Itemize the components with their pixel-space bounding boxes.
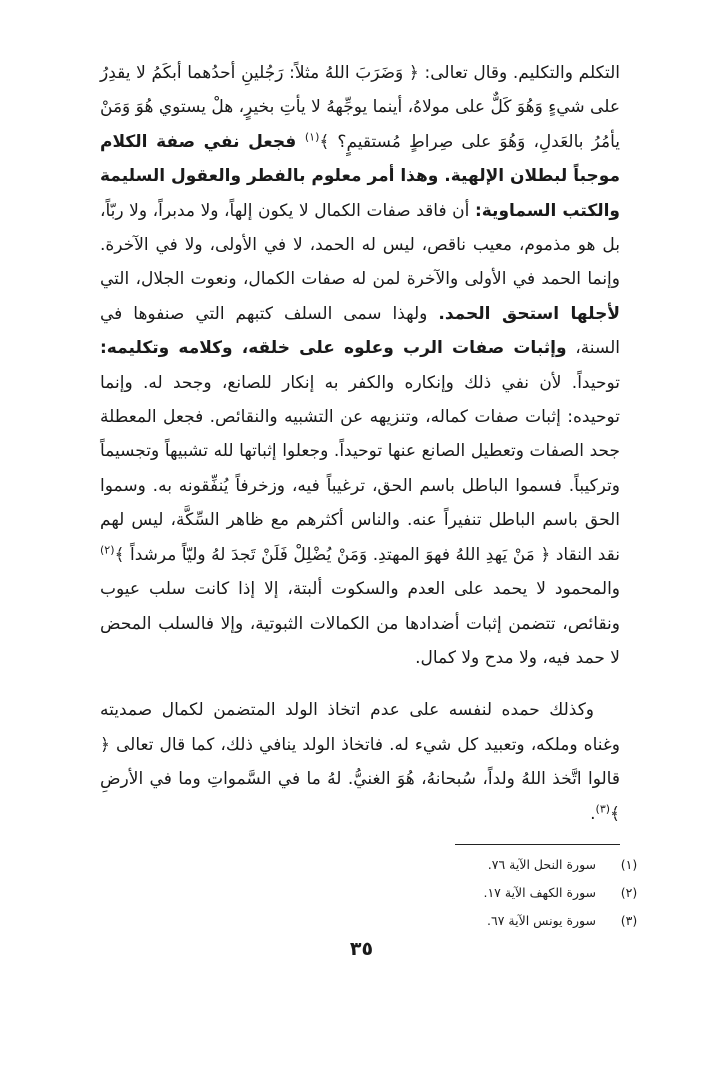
footnote-text: سورة يونس الآية ٦٧.: [487, 913, 596, 928]
bold-phrase: وإثبات صفات الرب وعلوه على خلقه، وكلامه وتكليمه:: [100, 338, 567, 359]
text-segment: وكذلك حمده لنفسه على عدم اتخاذ الولد المتضمن لكمال صمديته وغناه وملكه، وتعبيد كل شيء له. فاتخاذ الولد ينافي ذلك، كما قال تعالى ﴿ قالوا اتَّخذ اللهُ ولداً، سُبحانهُ، هُوَ الغنيُّ. لهُ ما في السَّمواتِ وما في الأرضِ ﴾: [100, 700, 620, 824]
footnote-text: سورة الكهف الآية ١٧.: [483, 885, 596, 900]
paragraph-2: [100, 693, 620, 831]
text-segment: .: [590, 803, 596, 824]
text-segment: توحيداً. لأن نفي ذلك وإنكاره والكفر به إنكار للصانع، وجحد له. وإنما توحيده: إثبات صفات كماله، وتنزيهه عن التشبيه والنقائص. فجعل المعطلة جحد الصفات وتعطيل الصانع عنها توحيداً. وجعلوا إثباتها لله تشبيهاً وتجسيماً وتركيباً. فسموا الباطل باسم الحق، ترغيباً فيه، وزخرفاً يُنفِّقونه به. وسموا الحق باسم الباطل تنفيراً عنه. والناس أكثرهم مع ظاهر السِّكَّة، ليس لهم نقد النقاد ﴿ مَنْ يَهدِ اللهُ فهوَ المهتدِ. وَمَنْ يُضْلِلْ فَلَنْ تَجدَ لهُ وليّاً مرشداً ﴾: [100, 372, 620, 565]
text-segment: ولهذا سمى السلف كتبهم التي صنفوها في السنة،: [100, 303, 620, 359]
bold-phrase: فجعل نفي صفة الكلام موجباً لبطلان الإلهية. وهذا أمر معلوم بالفطر والعقول السليمة والكتب السماوية:: [100, 131, 620, 221]
footnote-item: [300, 907, 640, 935]
text-segment: التكلم والتكليم. وقال تعالى: ﴿ وَضَرَبَ اللهُ مثلاً: رَجُلينِ أحدُهما أبكَمُ لا يقدِرُ على شيءٍ وَهُوَ كَلٌّ على مولاهُ، أينما يوجِّههُ لا يأتِ بخيرٍ، هلْ يستوي هُوَ وَمَنْ يأمُرُ بالعَدلِ، وَهُوَ على صِراطٍ مُستقيمٍ؟ ﴾: [100, 63, 620, 152]
footnote-item: [300, 851, 640, 879]
footnote-number: (١): [620, 857, 638, 872]
page-number: ٣٥: [349, 938, 374, 960]
footnote-number: (٣): [620, 913, 638, 928]
footnote-text: سورة النحل الآية ٧٦.: [487, 857, 596, 872]
footnote-reference-1: (١): [304, 130, 320, 144]
footnotes-list: [300, 851, 640, 935]
footnote-divider: [455, 844, 620, 845]
paragraph-1: [100, 56, 620, 675]
footnote-number: (٢): [620, 885, 638, 900]
text-segment: والمحمود لا يحمد على العدم والسكوت ألبتة، إلا إذا كانت سلب عيوب ونقائص، تتضمن إثبات أضدادها من الكمالات الثبوتية، وإلا فالسلب المحض لا حمد فيه، ولا مدح ولا كمال.: [100, 579, 620, 668]
main-text: [100, 56, 620, 831]
bold-phrase: لأجلها استحق الحمد.: [438, 303, 620, 324]
footnote-reference-3: (٣): [595, 801, 611, 815]
text-segment: أن فاقد صفات الكمال لا يكون إلهاً، ولا مدبراً، ولا ربّاً، بل هو مذموم، معيب ناقص، ليس له الحمد، لا في الأولى، ولا في الآخرة. وإنما الحمد في الأولى والآخرة لمن له صفات الكمال، ونعوت الجلال، التي: [100, 200, 620, 290]
footnote-reference-2: (٢): [100, 543, 115, 557]
footnote-item: [300, 879, 640, 907]
